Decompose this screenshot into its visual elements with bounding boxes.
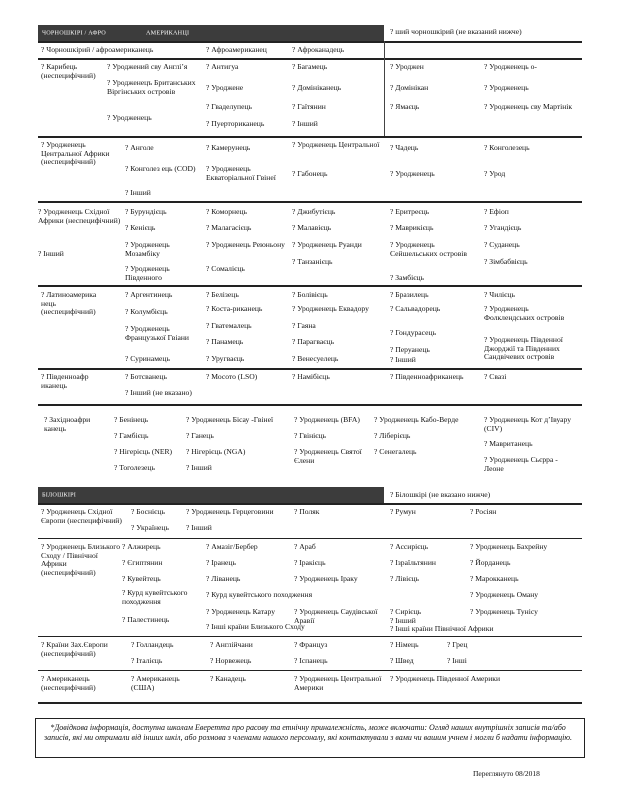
east-africa-item[interactable]: ? Суданець — [484, 240, 520, 249]
black-other-checkbox[interactable]: ? ший чорношкірий (не вказаний нижче) — [390, 27, 522, 36]
middle-east-item[interactable]: ? Йорданець — [470, 558, 511, 567]
latin-america-item[interactable]: ? Парагваєць — [292, 337, 335, 346]
middle-east-label[interactable]: ? Уродженець Близького Сходу / Північної Африки (неспецифічний) — [41, 542, 120, 578]
middle-east-item[interactable]: ? Сирієць — [390, 607, 422, 616]
middle-east-item[interactable]: ? Палестинець — [122, 615, 170, 624]
middle-east-item[interactable]: ? Іранець — [206, 558, 236, 567]
divider — [38, 41, 582, 43]
caribbean-item[interactable]: ? Гаїтянин — [292, 102, 326, 111]
middle-east-item[interactable]: ? Уродженець Іраку — [294, 574, 358, 583]
west-africa-item[interactable]: ? Мавританець — [484, 439, 533, 448]
east-africa-item[interactable]: ? Зімбабвієць — [484, 257, 528, 266]
east-africa-item[interactable]: ? Уродженець Мозамбіку — [125, 240, 170, 258]
central-africa-item[interactable]: ? Конголез ець (COD) — [125, 164, 196, 173]
west-africa-item[interactable]: ? Ліберієць — [374, 431, 411, 440]
caribbean-item[interactable]: ? Пуерториканець — [206, 119, 265, 128]
east-africa-item[interactable]: ? Угандієць — [484, 223, 522, 232]
latin-america-item[interactable]: ? Суринамець — [125, 354, 170, 363]
west-africa-item[interactable]: ? Гамбієць — [114, 431, 149, 440]
east-africa-item[interactable]: ? Джибутієць — [292, 207, 336, 216]
eastern-europe-item[interactable]: ? Поляк — [294, 507, 320, 516]
latin-america-item[interactable]: ? Коста-риканець — [206, 304, 263, 313]
western-europe-item[interactable]: ? Швед — [390, 656, 414, 665]
latin-america-item[interactable]: ? Уродженець Фолклендських островів — [484, 304, 565, 322]
central-africa-item[interactable]: ? Анголе — [125, 143, 154, 152]
eastern-europe-item[interactable]: ? Уродженець Герцеговини — [186, 507, 274, 516]
latin-america-item[interactable]: ? Аргентинець — [125, 290, 173, 299]
east-africa-item[interactable]: ? Малавієць — [292, 223, 332, 232]
black-section-header — [38, 25, 384, 41]
eastern-europe-item[interactable]: ? Українець — [131, 523, 169, 532]
southern-africa-item[interactable]: ? Свазі — [484, 372, 507, 381]
white-other-checkbox[interactable]: ? Білошкірі (не вказано нижче) — [390, 490, 491, 499]
east-africa-item[interactable]: ? Бурундієць — [125, 207, 167, 216]
black-header-right: АМЕРИКАНЦІ — [146, 29, 190, 37]
black-header-left: ЧОРНОШКІРІ / АФРО — [42, 29, 106, 37]
eastern-europe-item[interactable]: ? Боснієць — [131, 507, 165, 516]
east-africa-item[interactable]: ? Маврикієць — [390, 223, 434, 232]
central-africa-item[interactable]: ? Урод — [484, 169, 506, 178]
southern-africa-item[interactable]: ? Ботсванець — [125, 372, 167, 381]
eastern-europe-item[interactable]: ? Росіян — [470, 507, 497, 516]
americas-item[interactable]: ? Уродженець Центральної Америки — [294, 674, 382, 692]
east-africa-item[interactable]: ? Танзанієць — [292, 257, 333, 266]
eastern-europe-item[interactable]: ? Інший — [186, 523, 212, 532]
latin-america-item[interactable]: ? Сальвадорець — [390, 304, 441, 313]
west-africa-label[interactable]: ? Західноафри канець — [44, 415, 91, 433]
east-africa-other[interactable]: ? Інший — [38, 249, 64, 258]
latin-america-item[interactable]: ? Чилієць — [484, 290, 515, 299]
divider — [38, 538, 582, 539]
central-africa-label[interactable]: ? Уродженець Центральної Африки (неспецифічний) — [41, 140, 110, 167]
central-africa-item[interactable]: ? Уродженець Центральної — [292, 140, 380, 149]
divider — [38, 636, 582, 637]
latin-america-item[interactable]: ? Інший — [390, 355, 416, 364]
revised-date: Переглянуто 08/2018 — [473, 769, 540, 778]
divider — [38, 368, 582, 370]
latin-america-item[interactable]: ? Панамець — [206, 337, 244, 346]
east-africa-label[interactable]: ? Уродженець Східної Африки (неспецифічний) — [38, 207, 121, 225]
americas-label[interactable]: ? Американець (неспецифічний) — [41, 674, 96, 692]
middle-east-item[interactable]: ? Араб — [294, 542, 316, 551]
east-africa-item[interactable]: ? Уродженець Сейшельських островів — [390, 240, 467, 258]
caribbean-item[interactable]: ? Гваделупець — [206, 102, 253, 111]
caribbean-item[interactable]: ? Уродженець сву Мартінік — [484, 102, 573, 111]
southern-africa-item[interactable]: ? Намібієць — [292, 372, 330, 381]
white-section-header — [38, 487, 384, 503]
middle-east-item[interactable]: ? Лівієць — [390, 574, 420, 583]
east-africa-item[interactable]: ? Уродженець Руанди — [292, 240, 362, 249]
eastern-europe-label[interactable]: ? Уродженець Східної Європи (неспецифічний) — [41, 507, 122, 525]
row1-item[interactable]: ? Афроамериканец — [206, 45, 267, 54]
west-africa-item[interactable]: ? Уродженець Кот д’Івуару (CIV) — [484, 415, 572, 433]
latin-america-item[interactable]: ? Уродженець Еквадору — [292, 304, 369, 313]
middle-east-item[interactable]: ? Іракієць — [294, 558, 326, 567]
southern-africa-label[interactable]: ? Південноафр иканець — [41, 372, 89, 390]
middle-east-item[interactable]: ? Інші країни Близького Сходу — [206, 622, 305, 631]
middle-east-item[interactable]: ? Ассирієць — [390, 542, 429, 551]
latin-america-item[interactable]: ? Уругваєць — [206, 354, 245, 363]
divider — [38, 58, 582, 60]
west-africa-item[interactable]: ? Уродженець Бісау -Гвінеї — [186, 415, 274, 424]
latin-america-item[interactable]: ? Колумбієць — [125, 307, 168, 316]
middle-east-item[interactable]: ? Алжирець — [122, 542, 161, 551]
west-africa-item[interactable]: ? Уродженець Сьєрра - Леоне — [484, 455, 558, 473]
east-africa-item[interactable]: ? Уродженець Південного — [125, 264, 170, 282]
west-africa-item[interactable]: ? Уродженець Кабо-Верде — [374, 415, 459, 424]
southern-africa-item[interactable]: ? Південноафриканець — [390, 372, 464, 381]
middle-east-item[interactable]: ? Ліванець — [206, 574, 241, 583]
divider — [38, 136, 582, 138]
middle-east-item[interactable]: ? Курд кувейтського походження — [206, 590, 313, 599]
east-africa-item[interactable]: ? Еритреєць — [390, 207, 430, 216]
middle-east-item[interactable]: ? Уродженець Катару — [206, 607, 276, 616]
caribbean-item[interactable]: ? Ямаєць — [390, 102, 420, 111]
middle-east-item[interactable]: ? Марокканець — [470, 574, 519, 583]
divider — [38, 404, 582, 406]
row1-item[interactable]: ? Афроканадець — [292, 45, 345, 54]
note-text: *Довідкова інформація, доступна школам Еверетта про расову та етнічну приналежність, може включати: Огляд наших внутрішніх записів та/або записів, які ми отримали від інших шкіл, або розмова з членами нашого персоналу, які контактували з вами чи вашим учнем і могли б надати інформацію. — [43, 723, 573, 743]
west-africa-item[interactable]: ? Ганець — [186, 431, 214, 440]
caribbean-item[interactable]: ? Антигуа — [206, 62, 239, 71]
central-africa-item[interactable]: ? Уродженець Екваторіальної Гвінеї — [206, 164, 276, 182]
divider — [38, 670, 582, 671]
western-europe-item[interactable]: ? Німець — [390, 640, 419, 649]
eastern-europe-item[interactable]: ? Румун — [390, 507, 416, 516]
caribbean-item[interactable]: ? Уродженецъ Британських Віргінських островів — [107, 78, 196, 96]
latin-america-item[interactable]: ? Бразилець — [390, 290, 429, 299]
latin-america-item[interactable]: ? Гаяна — [292, 321, 316, 330]
west-africa-item[interactable]: ? Тоголезець — [114, 463, 155, 472]
western-europe-item[interactable]: ? Француз — [294, 640, 328, 649]
column-divider — [384, 41, 385, 137]
row1-item[interactable]: ? Чорношкірий / афроамериканець — [41, 45, 154, 54]
western-europe-item[interactable]: ? Інші — [447, 656, 467, 665]
caribbean-label[interactable]: ? Карибець (неспецифічний) — [41, 62, 96, 80]
western-europe-item[interactable]: ? Грец — [447, 640, 468, 649]
central-africa-item[interactable]: ? Габонець — [292, 169, 328, 178]
latin-america-item[interactable]: ? Венесуелець — [292, 354, 339, 363]
southern-africa-item[interactable]: ? Інший (не вказано) — [125, 388, 192, 397]
latin-america-item[interactable]: ? Гватемалець — [206, 321, 252, 330]
west-africa-item[interactable]: ? Нігерієць (NGA) — [186, 447, 246, 456]
west-africa-item[interactable]: ? Уродженець (BFA) — [294, 415, 360, 424]
latin-america-item[interactable]: ? Уродженець Південної Джорджії та Південних Сандвічевих островів — [484, 335, 563, 362]
latin-america-item[interactable]: ? Болівієць — [292, 290, 328, 299]
caribbean-item[interactable]: ? Уродженець — [484, 83, 529, 92]
latin-america-item[interactable]: ? Гондурасець — [390, 328, 437, 337]
east-africa-item[interactable]: ? Уродженець Реюньону — [206, 240, 285, 249]
latin-america-item[interactable]: ? Белізець — [206, 290, 239, 299]
americas-item[interactable]: ? Канадець — [210, 674, 246, 683]
divider — [38, 702, 582, 704]
middle-east-item[interactable]: ? Єгиптянин — [122, 558, 163, 567]
middle-east-item[interactable]: ? Уродженець Саудівської Аравії — [294, 607, 378, 625]
west-africa-item[interactable]: ? Сенегалець — [374, 447, 417, 456]
caribbean-item[interactable]: ? Домінікан — [390, 83, 429, 92]
caribbean-item[interactable]: ? Уродженець — [107, 113, 152, 122]
east-africa-item[interactable]: ? Сомалієць — [206, 264, 245, 273]
middle-east-item[interactable]: ? Уродженець Бахрейну — [470, 542, 548, 551]
western-europe-item[interactable]: ? Англійчани — [210, 640, 253, 649]
north-africa-item[interactable]: ? Інші країни Північної Африки — [390, 624, 494, 633]
east-africa-item[interactable]: ? Коморнець — [206, 207, 247, 216]
divider — [38, 285, 582, 287]
caribbean-item[interactable]: ? Інший — [292, 119, 318, 128]
caribbean-item[interactable]: ? Багамець — [292, 62, 328, 71]
divider — [38, 503, 582, 505]
western-europe-label[interactable]: ? Країни Зах.Європи (неспецифічний) — [41, 640, 108, 658]
western-europe-item[interactable]: ? Італієць — [131, 656, 163, 665]
latin-america-label[interactable]: ? Латиноамерика нець (неспецифічний) — [41, 290, 97, 317]
east-africa-item[interactable]: ? Малагасієць — [206, 223, 252, 232]
east-africa-item[interactable]: ? Кенієць — [125, 223, 156, 232]
west-africa-item[interactable]: ? Уродженець Святої Єлени — [294, 447, 362, 465]
west-africa-item[interactable]: ? Гвінієць — [294, 431, 327, 440]
americas-item[interactable]: ? Американець (США) — [131, 674, 180, 692]
east-africa-item[interactable]: ? Ефіоп — [484, 207, 509, 216]
western-europe-item[interactable]: ? Норвежець — [210, 656, 252, 665]
middle-east-item[interactable]: ? Уродженець Тунісу — [470, 607, 538, 616]
west-africa-item[interactable]: ? Нігерієць (NER) — [114, 447, 173, 456]
divider — [38, 201, 582, 203]
southern-africa-item[interactable]: ? Мосото (LSO) — [206, 372, 258, 381]
middle-east-item[interactable]: ? Ізраїльтянин — [390, 558, 436, 567]
middle-east-item[interactable]: ? Кувейтець — [122, 574, 161, 583]
central-africa-item[interactable]: ? Конголезець — [484, 143, 530, 152]
caribbean-item[interactable]: ? Уроджений сву Англі’я — [107, 62, 188, 71]
caribbean-item[interactable]: ? Домініканець — [292, 83, 342, 92]
middle-east-item[interactable]: ? Інший — [390, 616, 416, 625]
latin-america-item[interactable]: ? Перуанець — [390, 345, 430, 354]
caribbean-item[interactable]: ? Уродженець о- — [484, 62, 537, 71]
west-africa-item[interactable]: ? Інший — [186, 463, 212, 472]
caribbean-item[interactable]: ? Уроджен — [390, 62, 424, 71]
central-africa-item[interactable]: ? Камерунець — [206, 143, 251, 152]
white-header-left: БІЛОШКІРІ — [42, 491, 77, 499]
central-africa-item[interactable]: ? Уродженець — [390, 169, 435, 178]
central-africa-item[interactable]: ? Інший — [125, 188, 151, 197]
middle-east-item[interactable]: ? Уродженець Оману — [470, 590, 539, 599]
central-africa-item[interactable]: ? Чадець — [390, 143, 419, 152]
middle-east-item[interactable]: ? Амазіг/Бербер — [206, 542, 258, 551]
americas-item[interactable]: ? Уродженець Південної Америки — [390, 674, 501, 683]
western-europe-item[interactable]: ? Іспанець — [294, 656, 328, 665]
western-europe-item[interactable]: ? Голландець — [131, 640, 174, 649]
latin-america-item[interactable]: ? Уродженець Французької Гвіани — [125, 324, 189, 342]
caribbean-item[interactable]: ? Уроджене — [206, 83, 244, 92]
west-africa-item[interactable]: ? Бенінець — [114, 415, 149, 424]
middle-east-kurd[interactable]: ? Курд кувейтського походження — [122, 588, 188, 606]
east-africa-item[interactable]: ? Замбієць — [390, 273, 425, 282]
